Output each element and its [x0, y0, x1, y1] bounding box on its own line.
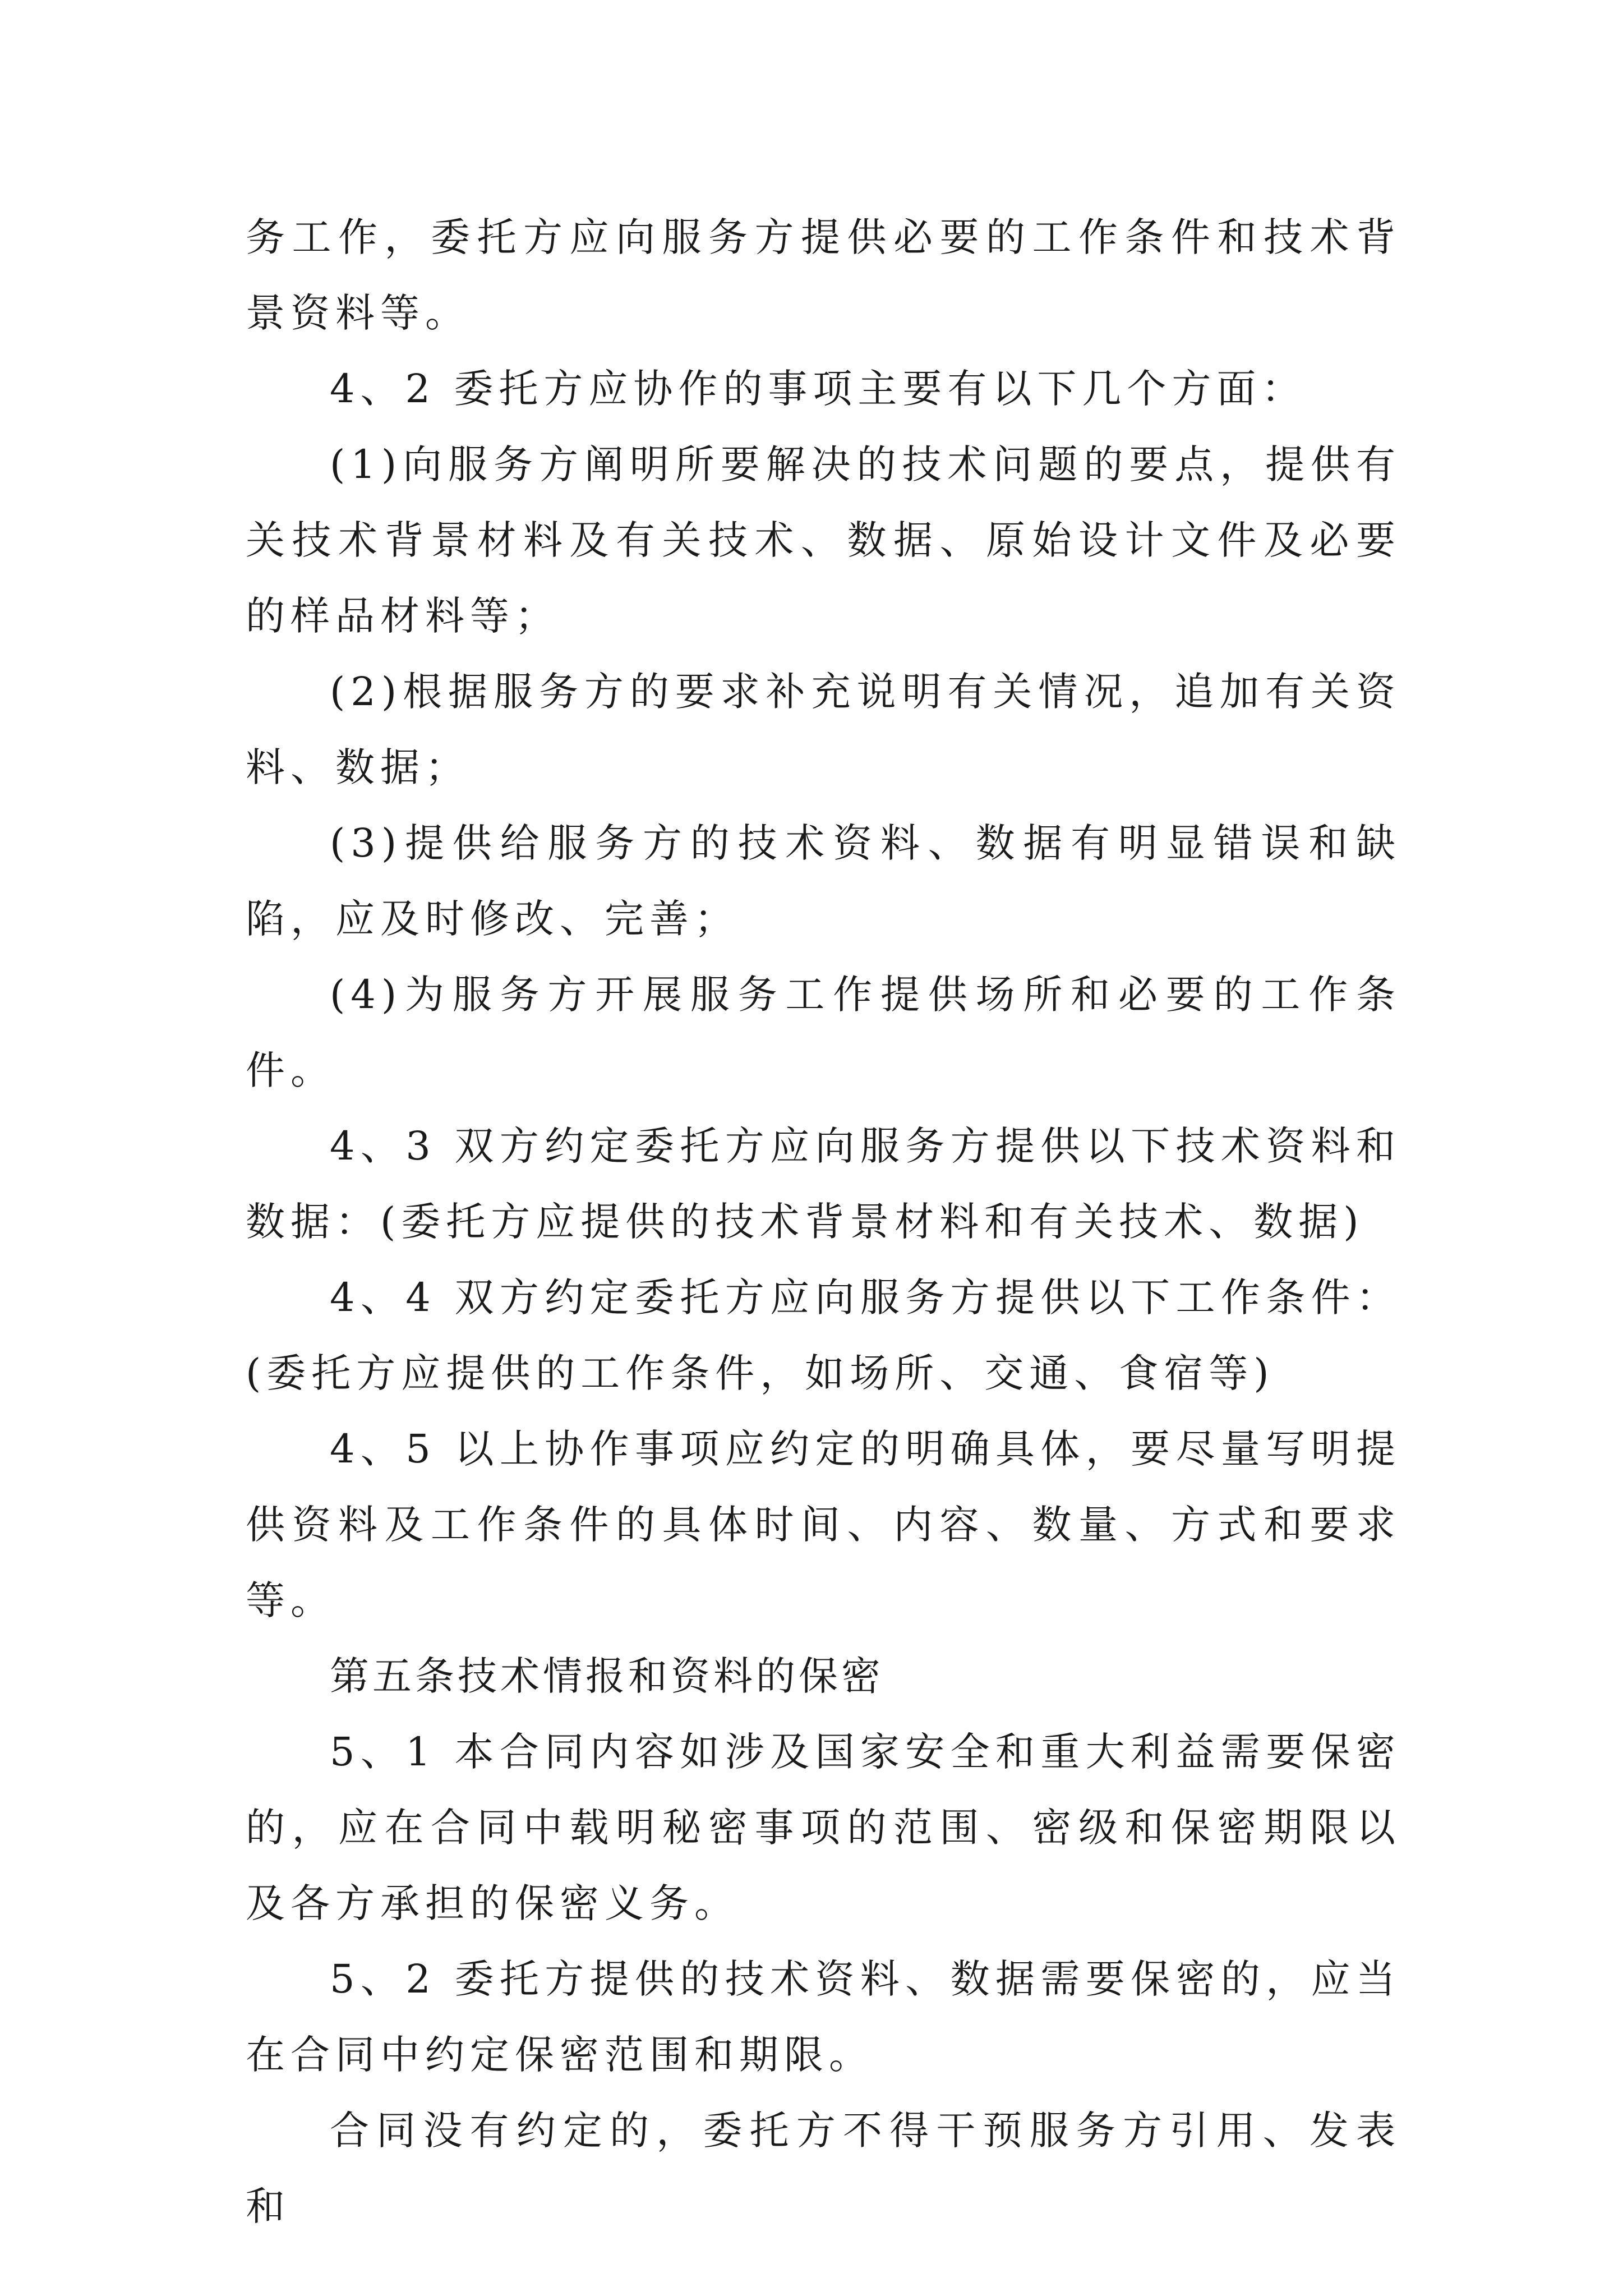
- paragraph-item-1: (1)向服务方阐明所要解决的技术问题的要点，提供有关技术背景材料及有关技术、数据、原始设计文件及必要的样品材料等；: [246, 441, 1401, 639]
- paragraph-5-1: 5、1 本合同内容如涉及国家安全和重大利益需要保密的，应在合同中载明秘密事项的范围、密级和保密期限以及各方承担的保密义务。: [246, 1729, 1401, 1926]
- paragraph-4-2: 4、2 委托方应协作的事项主要有以下几个方面：: [330, 366, 1307, 412]
- document-body: [246, 200, 1401, 2244]
- paragraph-5-2: 5、2 委托方提供的技术资料、数据需要保密的，应当在合同中约定保密范围和期限。: [246, 1956, 1401, 2078]
- paragraph-item-2: (2)根据服务方的要求补充说明有关情况，追加有关资料、数据；: [246, 669, 1401, 790]
- paragraph-continuation: 务工作，委托方应向服务方提供必要的工作条件和技术背景资料等。: [246, 214, 1401, 336]
- paragraph-no-agreement: 合同没有约定的，委托方不得干预服务方引用、发表和: [246, 2108, 1401, 2229]
- section-heading-article-5: 第五条技术情报和资料的保密: [330, 1653, 884, 1699]
- paragraph-item-4: (4)为服务方开展服务工作提供场所和必要的工作条件。: [246, 972, 1401, 1093]
- paragraph-4-3: 4、3 双方约定委托方应向服务方提供以下技术资料和数据：(委托方应提供的技术背景材料和有关技术、数据): [246, 1123, 1401, 1245]
- paragraph-4-4: 4、4 双方约定委托方应向服务方提供以下工作条件：(委托方应提供的工作条件，如场所、交通、食宿等): [246, 1274, 1401, 1396]
- paragraph-item-3: (3)提供给服务方的技术资料、数据有明显错误和缺陷，应及时修改、完善；: [246, 820, 1401, 942]
- paragraph-4-5: 4、5 以上协作事项应约定的明确具体，要尽量写明提供资料及工作条件的具体时间、内容、数量、方式和要求等。: [246, 1426, 1401, 1623]
